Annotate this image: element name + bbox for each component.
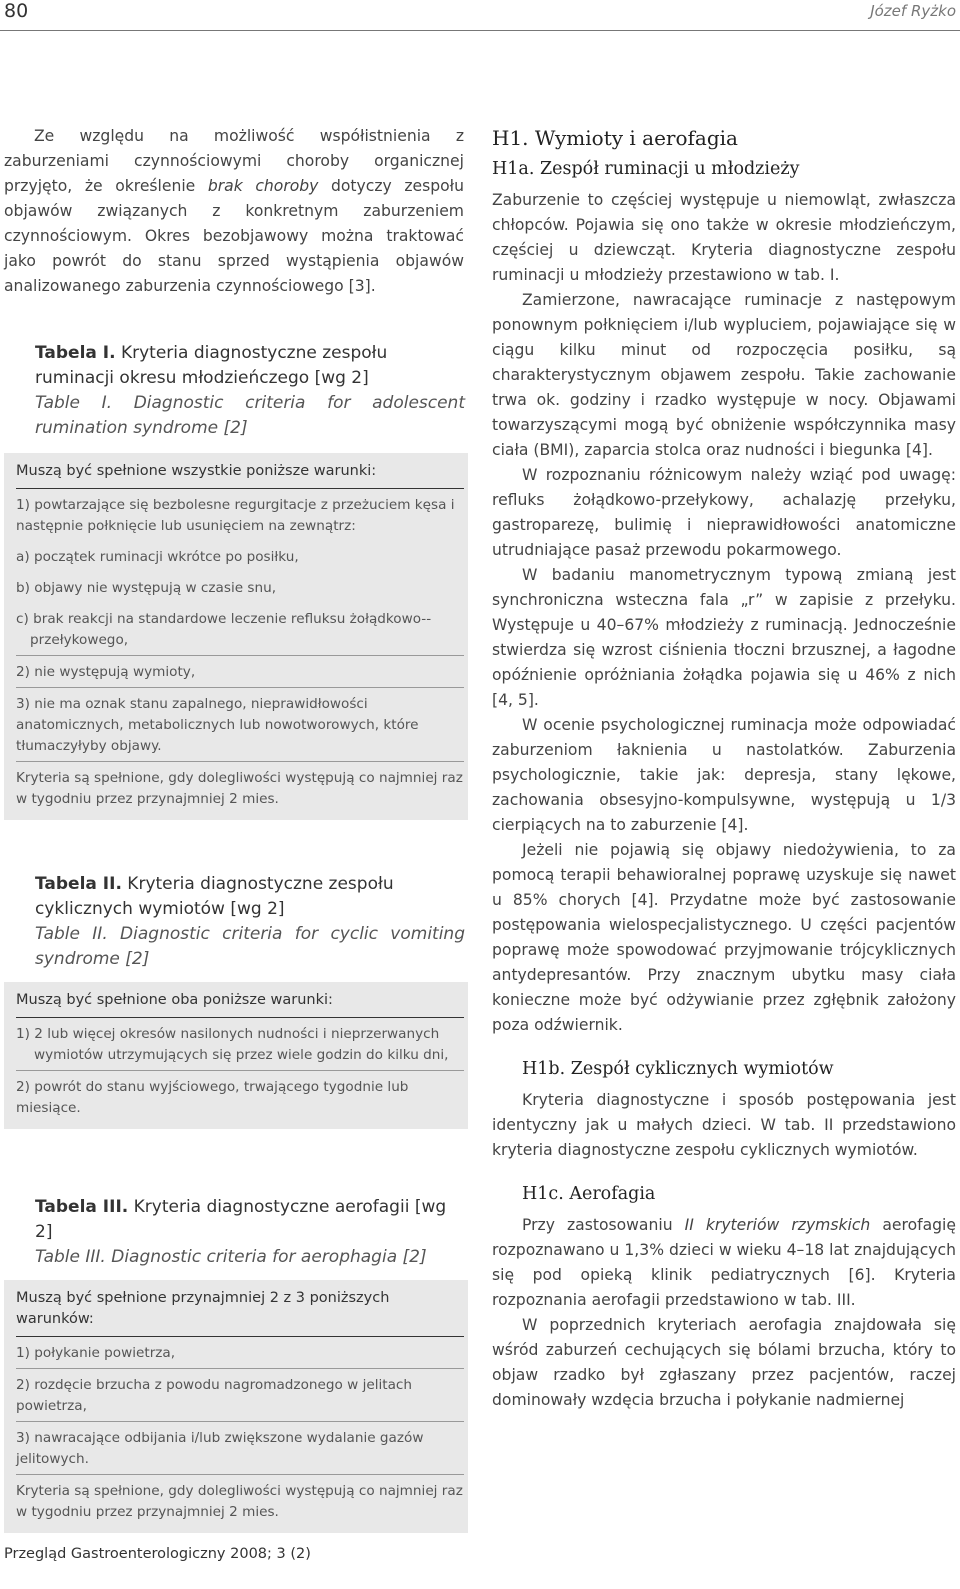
table1-row-3: 3) nie ma oznak stanu zapalnego, nieprawidłowości anatomicznych, metabolicznych lub nowotworowych, które tłumaczyłyby objawy. xyxy=(16,688,464,762)
table1-label-en: Table I. xyxy=(35,393,113,413)
table3 xyxy=(4,1280,468,1533)
header-divider xyxy=(0,30,960,31)
paragraph-8-text-1: Przy zastosowaniu xyxy=(522,1216,685,1234)
table1 xyxy=(4,453,468,820)
intro-italic: brak choroby xyxy=(207,177,319,195)
page-number: 80 xyxy=(4,0,29,22)
table3-caption xyxy=(35,1195,465,1270)
intro-paragraph xyxy=(4,124,464,299)
table2-header: Muszą być spełnione oba poniższe warunki: xyxy=(16,982,464,1018)
subsection-heading-h1b: H1b. Zespół cyklicznych wymiotów xyxy=(522,1059,834,1079)
table1-caption xyxy=(35,341,465,441)
paragraph-8 xyxy=(492,1213,956,1313)
table2-row-2: 2) powrót do stanu wyjściowego, trwającego tygodnie lub miesiące. xyxy=(16,1079,409,1116)
left-column xyxy=(4,124,464,1533)
table3-caption-en xyxy=(35,1245,465,1270)
table2-label-pl: Tabela II. xyxy=(35,874,122,894)
table3-title-pl: Kryteria diagnostyczne aerofagii [wg 2] xyxy=(35,1197,447,1242)
subsection-heading-h1c: H1c. Aerofagia xyxy=(522,1184,656,1204)
right-column xyxy=(492,124,956,1413)
subsection-heading-h1a: H1a. Zespół ruminacji u młodzieży xyxy=(492,159,800,179)
paragraph-5: W ocenie psychologicznej ruminacja może odpowiadać zaburzeniom łaknienia u nastolatków. Zaburzenia psychologicznie, takie jak: depresja, stany lękowe, zachowania obsesyjno-kompulsywne, występują u 1/3 cierpiących na to zaburzenie [4]. xyxy=(492,716,956,834)
table3-caption-pl xyxy=(35,1195,465,1245)
table1-title-en: Diagnostic criteria for adolescent rumination syndrome [2] xyxy=(35,393,465,438)
table1-caption-en xyxy=(35,391,465,441)
table1-row-2: 2) nie występują wymioty, xyxy=(16,656,464,688)
table1-row-1: 1) powtarzające się bezbolesne regurgitacje z przeżuciem kęsa i następnie połknięcie lub usunięciem na zewnątrz: xyxy=(16,497,455,534)
paragraph-2: Zamierzone, nawracające ruminacje z następowym ponownym połknięciem i/lub wypluciem, pojawiające się w ciągu kilku minut od rozpoczęcia posiłku, są charakterystycznym objawem zespołu. Takie zachowanie trwa ok. godziny i rzadko występuje w nocy. Objawami towarzyszącymi mogą być obniżenie współczynnika masy ciała (BMI), zaparcia stolca oraz nudności i biegunka [4]. xyxy=(492,291,956,459)
table3-note: Kryteria są spełnione, gdy dolegliwości występują co najmniej raz w tygodniu przez przynajmniej 2 mies. xyxy=(16,1483,463,1520)
journal-footer: Przegląd Gastroenterologiczny 2008; 3 (2) xyxy=(4,1546,311,1562)
intro-text-1: Ze względu na możliwość współistnienia z zaburzeniami czynnościowymi choroby organicznej przyjęto, że określenie xyxy=(4,127,464,195)
section-heading-h1: H1. Wymioty i aerofagia xyxy=(492,126,738,150)
paragraph-8-italic: II kryteriów rzymskich xyxy=(684,1216,871,1234)
author-name: Józef Ryżko xyxy=(870,2,956,20)
intro-text-2: dotyczy zespołu objawów związanych z konkretnym zaburzeniem czynnościowym. Okres bezobjawowy można traktować jako powrót do stanu sprzed wystąpienia objawów analizowanego zaburzenia czynnościowego [3]. xyxy=(4,177,464,295)
table3-row-1: 1) połykanie powietrza, xyxy=(16,1337,464,1369)
table1-row-1a: a) początek ruminacji wkrótce po posiłku, xyxy=(16,549,299,565)
table3-label-en: Table III. xyxy=(35,1247,106,1267)
table3-header: Muszą być spełnione przynajmniej 2 z 3 poniższych warunków: xyxy=(16,1280,464,1337)
table3-row-3: 3) nawracające odbijania i/lub zwiększone wydalanie gazów jelitowych. xyxy=(16,1422,464,1475)
table2-caption-pl xyxy=(35,872,465,922)
paragraph-1: Zaburzenie to częściej występuje u niemowląt, zwłaszcza chłopców. Pojawia się ono także w okresie młodzieńczym, częściej u dziewcząt. Kryteria diagnostyczne zespołu ruminacji u młodzieży przestawiono w tab. I. xyxy=(492,191,956,284)
table3-row-2: 2) rozdęcie brzucha z powodu nagromadzonego w jelitach powietrza, xyxy=(16,1369,464,1422)
table1-label-pl: Tabela I. xyxy=(35,343,116,363)
table2 xyxy=(4,982,468,1129)
table1-row-1b: b) objawy nie występują w czasie snu, xyxy=(16,580,277,596)
table1-caption-pl xyxy=(35,341,465,391)
paragraph-7: Kryteria diagnostyczne i sposób postępowania jest identyczny jak u małych dzieci. W tab. II przedstawiono kryteria diagnostyczne zespołu cyklicznych wymiotów. xyxy=(492,1091,956,1159)
paragraph-3: W rozpoznaniu różnicowym należy wziąć pod uwagę: refluks żołądkowo-przełykowy, achalazję przełyku, gastroparezę, bulimię i nieprawidłowości anatomiczne utrudniające pasaż przewodu pokarmowego. xyxy=(492,466,956,559)
paragraph-4: W badaniu manometrycznym typową zmianą jest synchroniczna wsteczna fala „r” w zapisie z przełyku. Występuje u 40–67% młodzieży z ruminacją. Jednocześnie stwierdza się wzrost ciśnienia tłoczni brzusznej, a łagodne opóźnienie opróżniania żołądka pojawia się u 46% z nich [4, 5]. xyxy=(492,566,956,709)
table2-label-en: Table II. xyxy=(35,924,108,944)
paragraph-8-text-2: aerofagię rozpoznawano u 1,3% dzieci w wieku 4–18 lat znajdujących się pod opieką klinik pediatrycznych [6]. Kryteria rozpoznania aerofagii przedstawiono w tab. III. xyxy=(492,1216,956,1309)
table1-header: Muszą być spełnione wszystkie poniższe warunki: xyxy=(16,453,464,489)
paragraph-6: Jeżeli nie pojawią się objawy niedożywienia, to za pomocą terapii behawioralnej poprawę uzyskuje się nawet u 85% chorych [4]. Przydatne może być zastosowanie postępowania wielospecjalistycznego. U części pacjentów poprawę może spowodować przyjmowanie trójcyklicznych antydepresantów. Przy znacznym ubytku masy ciała konieczne może być odżywianie przez zgłębnik założony poza odźwiernik. xyxy=(492,841,956,1034)
table2-caption xyxy=(35,872,465,972)
table2-title-pl: Kryteria diagnostyczne zespołu cyklicznych wymiotów [wg 2] xyxy=(35,874,394,919)
table1-note: Kryteria są spełnione, gdy dolegliwości występują co najmniej raz w tygodniu przez przynajmniej 2 mies. xyxy=(16,770,463,807)
table2-caption-en xyxy=(35,922,465,972)
table2-row-1: 1) 2 lub więcej okresów nasilonych nudności i nieprzerwanych wymiotów utrzymujących się przez wiele godzin do kilku dni, xyxy=(16,1018,464,1071)
table1-title-pl: Kryteria diagnostyczne zespołu ruminacji okresu młodzieńczego [wg 2] xyxy=(35,343,388,388)
table3-label-pl: Tabela III. xyxy=(35,1197,129,1217)
table2-title-en: Diagnostic criteria for cyclic vomiting syndrome [2] xyxy=(35,924,465,969)
paragraph-9: W poprzednich kryteriach aerofagia znajdowała się wśród zaburzeń cechujących się bólami brzucha, który to objaw rzadko był zgłaszany przez pacjentów, raczej dominowały wzdęcia brzucha i połykanie nadmiernej xyxy=(492,1316,956,1409)
table1-row-1c: c) brak reakcji na standardowe leczenie refluksu żołądkowo--przełykowego, xyxy=(16,603,464,656)
table3-title-en: Diagnostic criteria for aerophagia [2] xyxy=(105,1247,427,1267)
